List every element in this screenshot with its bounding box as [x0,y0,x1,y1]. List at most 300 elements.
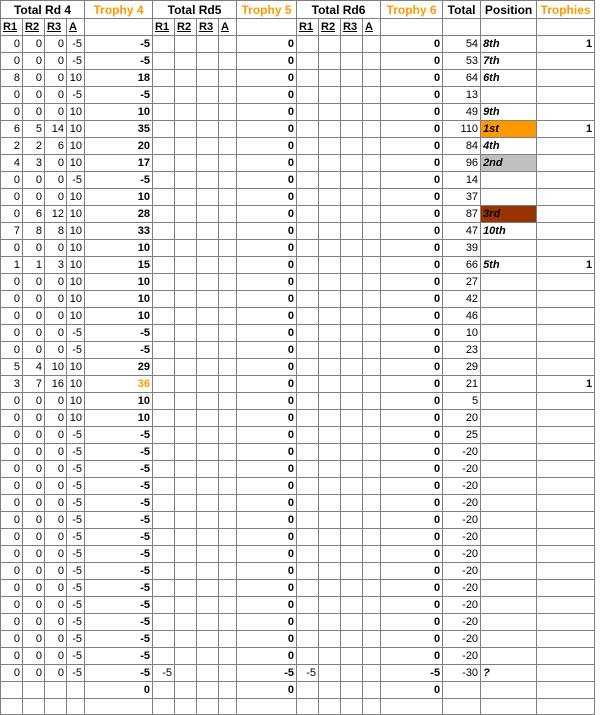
cell[interactable] [341,563,363,580]
cell[interactable]: 2nd [481,155,537,172]
cell[interactable] [319,614,341,631]
cell[interactable]: 10 [67,291,85,308]
cell[interactable] [341,546,363,563]
cell[interactable] [481,376,537,393]
cell[interactable]: -5 [85,648,153,665]
cell[interactable] [341,444,363,461]
cell[interactable] [175,563,197,580]
cell[interactable] [219,206,237,223]
cell[interactable] [153,648,175,665]
cell[interactable] [363,597,381,614]
cell[interactable] [537,648,595,665]
cell[interactable]: 0 [237,444,297,461]
cell[interactable] [197,529,219,546]
cell[interactable]: -5 [67,53,85,70]
cell[interactable] [537,614,595,631]
cell[interactable] [219,291,237,308]
cell[interactable]: -5 [67,172,85,189]
cell[interactable] [153,631,175,648]
cell[interactable]: 0 [237,274,297,291]
cell[interactable]: 14 [443,172,481,189]
cell[interactable]: -5 [85,325,153,342]
cell[interactable] [67,682,85,699]
cell[interactable]: -20 [443,444,481,461]
cell[interactable] [363,546,381,563]
cell[interactable]: 6th [481,70,537,87]
cell[interactable] [341,274,363,291]
cell[interactable] [481,291,537,308]
cell[interactable] [153,36,175,53]
cell[interactable] [443,682,481,699]
cell[interactable] [341,580,363,597]
cell[interactable] [363,461,381,478]
cell[interactable]: 0 [381,53,443,70]
cell[interactable]: 10 [85,104,153,121]
cell[interactable] [175,546,197,563]
cell[interactable] [319,478,341,495]
cell[interactable] [363,614,381,631]
cell[interactable] [1,682,23,699]
cell[interactable]: -5 [85,529,153,546]
cell[interactable] [175,53,197,70]
cell[interactable]: 47 [443,223,481,240]
cell[interactable]: 0 [237,223,297,240]
cell[interactable]: 10 [67,70,85,87]
cell[interactable] [537,512,595,529]
cell[interactable] [153,376,175,393]
cell[interactable]: 7th [481,53,537,70]
cell[interactable] [481,427,537,444]
cell[interactable]: 0 [381,614,443,631]
cell[interactable]: 0 [23,325,45,342]
cell[interactable] [297,376,319,393]
cell[interactable] [219,495,237,512]
cell[interactable] [219,104,237,121]
cell[interactable]: 0 [45,155,67,172]
cell[interactable]: -5 [67,597,85,614]
cell[interactable]: 10 [67,376,85,393]
cell[interactable] [153,682,175,699]
cell[interactable]: 10 [67,410,85,427]
cell[interactable]: 0 [237,53,297,70]
cell[interactable]: 10 [85,274,153,291]
cell[interactable]: -5 [85,546,153,563]
cell[interactable] [319,495,341,512]
cell[interactable] [481,359,537,376]
cell[interactable]: 42 [443,291,481,308]
cell[interactable]: 0 [23,597,45,614]
cell[interactable] [297,682,319,699]
cell[interactable]: -20 [443,580,481,597]
cell[interactable]: 23 [443,342,481,359]
cell[interactable] [363,223,381,240]
cell[interactable] [341,614,363,631]
cell[interactable] [297,325,319,342]
cell[interactable] [297,87,319,104]
cell[interactable]: 0 [23,563,45,580]
cell[interactable] [197,257,219,274]
cell[interactable]: 0 [237,206,297,223]
cell[interactable]: 4 [1,155,23,172]
cell[interactable]: -5 [85,597,153,614]
cell[interactable]: 0 [381,223,443,240]
cell[interactable] [297,699,319,715]
cell[interactable]: 0 [381,682,443,699]
cell[interactable] [363,665,381,682]
cell[interactable]: -5 [153,665,175,682]
cell[interactable] [319,206,341,223]
cell[interactable] [319,223,341,240]
cell[interactable] [297,444,319,461]
cell[interactable]: 7 [1,223,23,240]
cell[interactable]: 0 [1,427,23,444]
cell[interactable]: 0 [23,87,45,104]
cell[interactable] [219,529,237,546]
cell[interactable]: 0 [45,444,67,461]
cell[interactable] [219,257,237,274]
cell[interactable] [363,444,381,461]
cell[interactable] [153,546,175,563]
cell[interactable]: 10 [67,257,85,274]
cell[interactable]: 0 [45,274,67,291]
cell[interactable] [23,682,45,699]
cell[interactable] [219,665,237,682]
cell[interactable]: 0 [1,546,23,563]
cell[interactable]: -5 [85,563,153,580]
cell[interactable]: 0 [237,580,297,597]
cell[interactable] [363,87,381,104]
cell[interactable]: -5 [67,580,85,597]
cell[interactable]: 96 [443,155,481,172]
cell[interactable] [363,495,381,512]
cell[interactable]: -5 [67,563,85,580]
cell[interactable] [237,699,297,715]
cell[interactable]: 0 [381,138,443,155]
cell[interactable]: 0 [1,461,23,478]
cell[interactable] [219,223,237,240]
cell[interactable] [175,699,197,715]
cell[interactable]: 10th [481,223,537,240]
cell[interactable] [481,444,537,461]
cell[interactable] [153,240,175,257]
cell[interactable] [219,308,237,325]
cell[interactable] [197,308,219,325]
cell[interactable] [153,597,175,614]
cell[interactable]: 0 [237,172,297,189]
cell[interactable]: 0 [381,121,443,138]
cell[interactable]: 25 [443,427,481,444]
cell[interactable] [197,427,219,444]
cell[interactable] [297,342,319,359]
cell[interactable]: 0 [381,393,443,410]
cell[interactable] [319,121,341,138]
cell[interactable]: 0 [1,325,23,342]
cell[interactable] [297,155,319,172]
cell[interactable] [537,563,595,580]
cell[interactable] [153,189,175,206]
cell[interactable] [363,427,381,444]
cell[interactable] [197,325,219,342]
cell[interactable] [341,529,363,546]
cell[interactable]: 0 [237,70,297,87]
cell[interactable] [175,189,197,206]
cell[interactable]: 17 [85,155,153,172]
cell[interactable]: 10 [67,138,85,155]
cell[interactable] [319,563,341,580]
cell[interactable]: 0 [237,240,297,257]
cell[interactable]: 0 [237,631,297,648]
cell[interactable] [319,342,341,359]
cell[interactable] [297,631,319,648]
cell[interactable] [319,53,341,70]
cell[interactable] [197,614,219,631]
cell[interactable]: 0 [1,580,23,597]
cell[interactable] [153,172,175,189]
cell[interactable] [363,325,381,342]
cell[interactable]: 0 [381,36,443,53]
cell[interactable]: 54 [443,36,481,53]
cell[interactable]: 0 [45,478,67,495]
cell[interactable]: -5 [67,648,85,665]
cell[interactable] [197,580,219,597]
cell[interactable]: -5 [85,172,153,189]
cell[interactable] [363,359,381,376]
cell[interactable] [153,274,175,291]
cell[interactable] [341,631,363,648]
cell[interactable] [319,359,341,376]
cell[interactable] [153,155,175,172]
cell[interactable] [297,580,319,597]
cell[interactable] [363,291,381,308]
cell[interactable] [363,70,381,87]
cell[interactable] [197,393,219,410]
cell[interactable]: 0 [381,444,443,461]
cell[interactable] [363,342,381,359]
cell[interactable]: 0 [23,614,45,631]
cell[interactable]: 0 [1,53,23,70]
cell[interactable] [67,699,85,715]
cell[interactable]: -5 [85,36,153,53]
cell[interactable]: 0 [237,121,297,138]
cell[interactable] [153,121,175,138]
cell[interactable]: 64 [443,70,481,87]
cell[interactable]: -20 [443,631,481,648]
cell[interactable]: -5 [85,53,153,70]
cell[interactable] [23,699,45,715]
cell[interactable]: 0 [381,325,443,342]
cell[interactable] [481,699,537,715]
cell[interactable]: 27 [443,274,481,291]
cell[interactable] [297,478,319,495]
cell[interactable]: 0 [237,614,297,631]
cell[interactable] [481,393,537,410]
cell[interactable]: 0 [237,257,297,274]
cell[interactable] [153,444,175,461]
cell[interactable]: -5 [67,495,85,512]
cell[interactable]: 10 [85,393,153,410]
cell[interactable]: 39 [443,240,481,257]
cell[interactable] [363,393,381,410]
cell[interactable]: -5 [67,87,85,104]
subheader-cell[interactable] [85,19,153,36]
cell[interactable] [153,291,175,308]
cell[interactable] [537,342,595,359]
cell[interactable] [197,631,219,648]
cell[interactable]: 0 [23,342,45,359]
cell[interactable]: 0 [381,648,443,665]
cell[interactable] [319,410,341,427]
cell[interactable] [537,682,595,699]
cell[interactable]: 0 [45,393,67,410]
cell[interactable]: 0 [1,410,23,427]
cell[interactable] [341,87,363,104]
cell[interactable] [175,682,197,699]
cell[interactable] [537,393,595,410]
cell[interactable]: 0 [23,478,45,495]
cell[interactable]: 0 [381,155,443,172]
cell[interactable]: 0 [237,359,297,376]
cell[interactable] [363,512,381,529]
cell[interactable]: 0 [237,36,297,53]
cell[interactable] [537,189,595,206]
cell[interactable] [341,325,363,342]
subheader-cell[interactable]: R1 [1,19,23,36]
cell[interactable] [481,308,537,325]
cell[interactable] [319,70,341,87]
cell[interactable] [341,138,363,155]
cell[interactable]: 18 [85,70,153,87]
cell[interactable] [297,393,319,410]
cell[interactable]: 46 [443,308,481,325]
cell[interactable]: 0 [237,155,297,172]
cell[interactable]: 0 [381,189,443,206]
cell[interactable]: 0 [237,461,297,478]
cell[interactable] [537,291,595,308]
cell[interactable] [341,172,363,189]
cell[interactable]: 10 [67,155,85,172]
cell[interactable] [363,121,381,138]
cell[interactable] [319,325,341,342]
cell[interactable] [537,461,595,478]
cell[interactable] [341,70,363,87]
cell[interactable]: 0 [23,104,45,121]
cell[interactable]: 0 [237,597,297,614]
cell[interactable]: 0 [1,291,23,308]
cell[interactable]: -5 [67,427,85,444]
cell[interactable]: 0 [45,291,67,308]
cell[interactable]: 0 [381,274,443,291]
cell[interactable]: -5 [67,478,85,495]
cell[interactable]: 0 [1,495,23,512]
cell[interactable]: 21 [443,376,481,393]
cell[interactable]: -20 [443,495,481,512]
cell[interactable] [197,155,219,172]
cell[interactable] [153,614,175,631]
header-cell[interactable]: Total Rd6 [297,1,381,19]
cell[interactable]: -5 [237,665,297,682]
cell[interactable]: -5 [67,342,85,359]
cell[interactable]: 0 [1,342,23,359]
cell[interactable] [363,206,381,223]
cell[interactable] [363,274,381,291]
header-cell[interactable]: Trophy 6 [381,1,443,19]
cell[interactable]: -20 [443,512,481,529]
cell[interactable] [153,70,175,87]
cell[interactable] [45,699,67,715]
cell[interactable] [153,223,175,240]
cell[interactable]: 5 [443,393,481,410]
cell[interactable] [297,240,319,257]
cell[interactable]: 16 [45,376,67,393]
cell[interactable]: 14 [45,121,67,138]
cell[interactable]: 0 [45,597,67,614]
cell[interactable] [219,138,237,155]
cell[interactable] [319,597,341,614]
cell[interactable] [153,529,175,546]
cell[interactable]: -5 [67,546,85,563]
cell[interactable]: 37 [443,189,481,206]
cell[interactable] [363,699,381,715]
cell[interactable] [175,665,197,682]
cell[interactable] [219,121,237,138]
cell[interactable] [175,580,197,597]
cell[interactable] [341,223,363,240]
cell[interactable] [297,427,319,444]
cell[interactable]: 0 [1,614,23,631]
cell[interactable]: 10 [67,359,85,376]
cell[interactable] [537,410,595,427]
cell[interactable]: 10 [67,189,85,206]
cell[interactable]: 0 [237,648,297,665]
cell[interactable]: 0 [1,665,23,682]
cell[interactable]: 10 [67,240,85,257]
cell[interactable] [153,563,175,580]
cell[interactable] [297,70,319,87]
cell[interactable]: -5 [85,461,153,478]
cell[interactable]: 13 [443,87,481,104]
cell[interactable] [319,393,341,410]
cell[interactable] [481,274,537,291]
cell[interactable]: 12 [45,206,67,223]
cell[interactable] [481,461,537,478]
cell[interactable]: 10 [67,121,85,138]
cell[interactable]: 0 [381,631,443,648]
cell[interactable]: 0 [1,274,23,291]
cell[interactable] [341,155,363,172]
cell[interactable]: 0 [1,444,23,461]
header-cell[interactable]: Trophies [537,1,595,19]
cell[interactable] [197,70,219,87]
cell[interactable] [341,240,363,257]
cell[interactable]: 0 [45,461,67,478]
cell[interactable] [219,376,237,393]
cell[interactable] [341,189,363,206]
cell[interactable]: 0 [23,427,45,444]
cell[interactable]: 0 [381,495,443,512]
cell[interactable]: 84 [443,138,481,155]
cell[interactable]: 66 [443,257,481,274]
cell[interactable] [197,461,219,478]
cell[interactable] [319,427,341,444]
cell[interactable] [297,206,319,223]
cell[interactable] [153,257,175,274]
cell[interactable] [319,529,341,546]
cell[interactable] [197,444,219,461]
cell[interactable] [537,529,595,546]
cell[interactable]: -20 [443,546,481,563]
cell[interactable] [481,597,537,614]
cell[interactable] [175,87,197,104]
